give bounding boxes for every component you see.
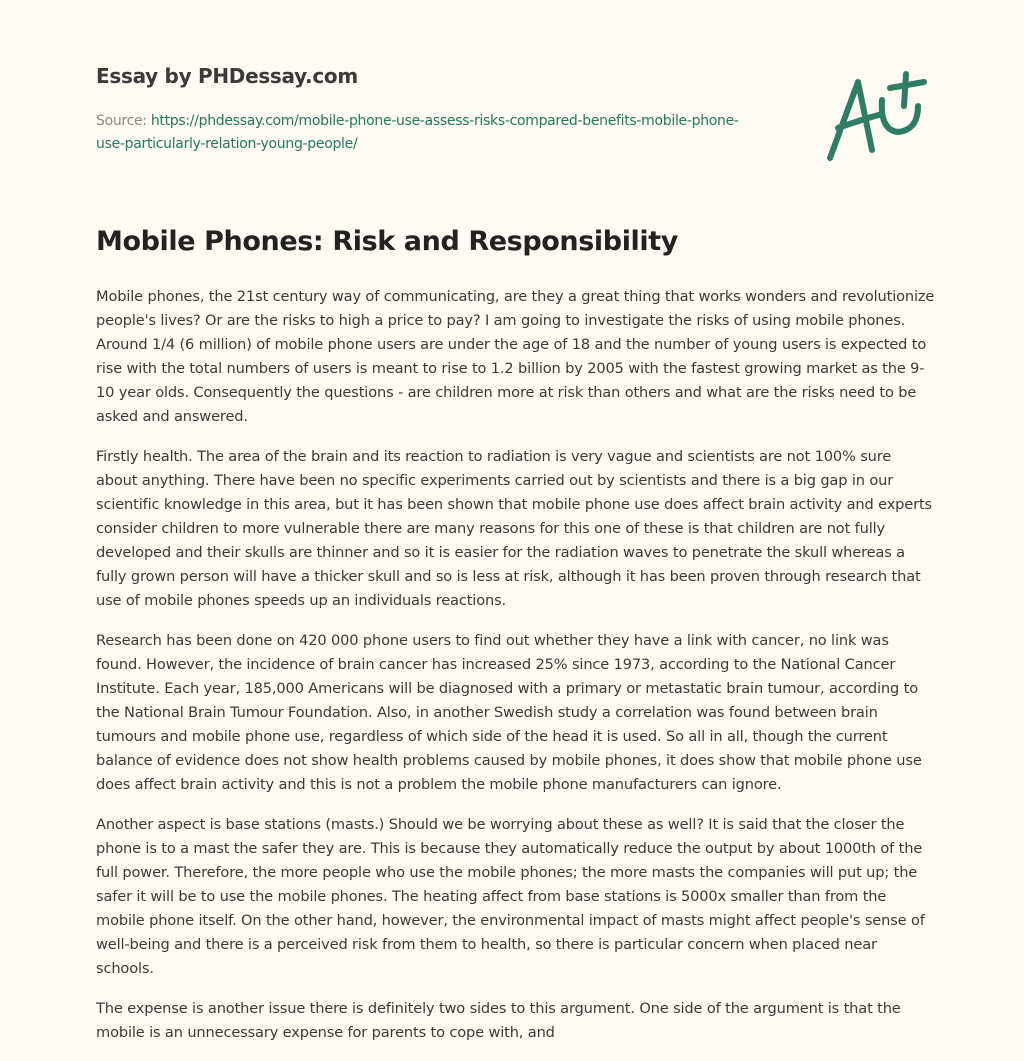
article-title: Mobile Phones: Risk and Responsibility bbox=[96, 226, 678, 257]
article-body bbox=[96, 285, 936, 1061]
paragraph: Research has been done on 420 000 phone users to find out whether they have a link with cancer, no link was found. However, the incidence of brain cancer has increased 25% since 1973, according to the National Cancer Institute. Each year, 185,000 Americans will be diagnosed with a primary or metastatic brain tumour, according to the National Brain Tumour Foundation. Also, in another Swedish study a correlation was found between brain tumours and mobile phone use, regardless of which side of the head it is used. So all in all, though the current balance of evidence does not show health problems caused by mobile phones, it does show that mobile phone use does affect brain activity and this is not a problem the mobile phone manufacturers can ignore. bbox=[96, 632, 922, 793]
source-label: Source: bbox=[96, 113, 147, 129]
source-link[interactable]: https://phdessay.com/mobile-phone-use-assess-risks-compared-benefits-mobile-phone-use-particularly-relation-young-people/ bbox=[96, 113, 739, 152]
paragraph: Another aspect is base stations (masts.) Should we be worrying about these as well? It is said that the closer the phone is to a mast the safer they are. This is because they automatically reduce the output by about 1000th of the full power. Therefore, the more people who use the mobile phones; the more masts the companies will put up; the safer it will be to use the mobile phones. The heating affect from base stations is 5000x smaller than from the mobile phone itself. On the other hand, however, the environmental impact of masts might affect people's sense of well-being and there is a perceived risk from them to health, so there is particular concern when placed near schools. bbox=[96, 816, 925, 977]
paragraph: Mobile phones, the 21st century way of communicating, are they a great thing that works wonders and revolutionize people's lives? Or are the risks to high a price to pay? I am going to investigate the risks of using mobile phones. Around 1/4 (6 million) of mobile phone users are under the age of 18 and the number of young users is expected to rise with the total numbers of users is meant to rise to 1.2 billion by 2005 with the fastest growing market as the 9-10 year olds. Consequently the questions - are children more at risk than others and what are the risks need to be asked and answered. bbox=[96, 288, 935, 425]
a-plus-logo-icon bbox=[820, 70, 930, 165]
site-brand: Essay by PHDessay.com bbox=[96, 64, 358, 88]
paragraph: The expense is another issue there is definitely two sides to this argument. One side of the argument is that the mobile is an unnecessary expense for parents to cope with, and bbox=[96, 1000, 901, 1041]
source-line bbox=[96, 110, 756, 156]
paragraph: Firstly health. The area of the brain and its reaction to radiation is very vague and scientists are not 100% sure about anything. There have been no specific experiments carried out by scientists and there is a big gap in our scientific knowledge in this area, but it has been shown that mobile phone use does affect brain activity and experts consider children to more vulnerable there are many reasons for this one of these is that children are not fully developed and their skulls are thinner and so it is easier for the radiation waves to penetrate the skull whereas a fully grown person will have a thicker skull and so is less at risk, although it has been proven through research that use of mobile phones speeds up an individuals reactions. bbox=[96, 448, 932, 609]
